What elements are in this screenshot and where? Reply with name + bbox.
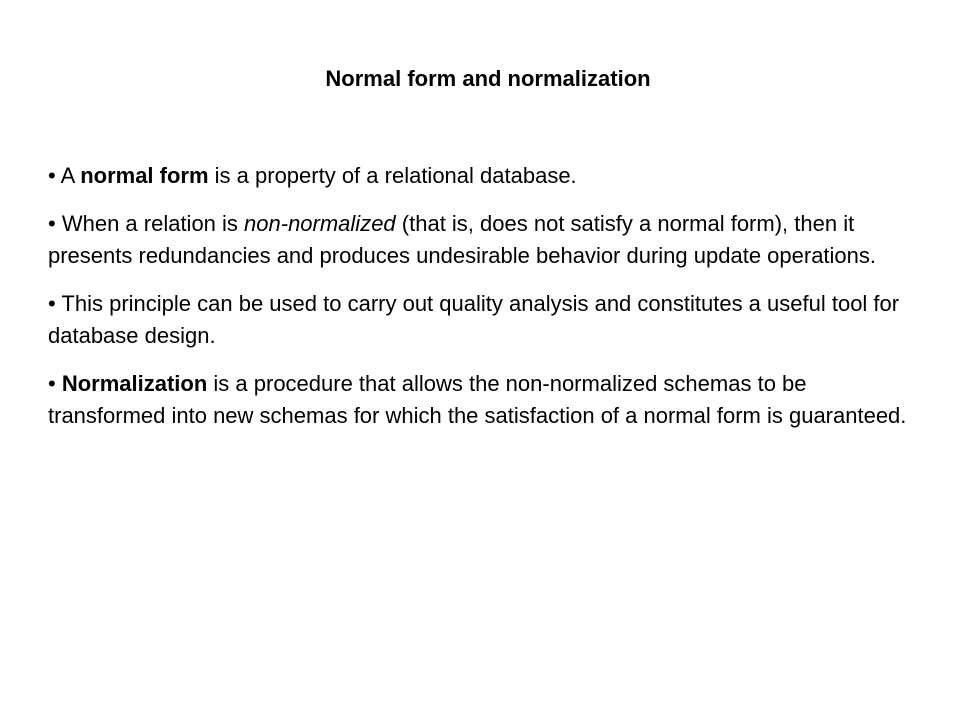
bullet-marker: •: [48, 163, 56, 188]
bullet-marker: •: [48, 291, 56, 316]
term-normal-form: normal form: [80, 163, 209, 188]
slide-title: Normal form and normalization: [325, 66, 651, 91]
bullet-marker: •: [48, 371, 56, 396]
bullet-paragraph-3: [48, 288, 928, 352]
term-normalization: Normalization: [61, 371, 208, 396]
paragraph-text: This principle can be used to carry out quality analysis and constitutes a useful tool for database design.: [48, 291, 900, 348]
slide-body: [48, 160, 928, 448]
bullet-paragraph-1: [48, 160, 928, 192]
bullet-paragraph-4: [48, 368, 928, 432]
bullet-marker: •: [48, 211, 56, 236]
paragraph-text: is a property of a relational database.: [208, 163, 577, 188]
paragraph-text-prefix: When a relation is: [61, 211, 245, 236]
bullet-paragraph-2: [48, 208, 928, 272]
term-non-normalized: non-normalized: [244, 211, 396, 236]
paragraph-text: is a procedure that allows the non-normalized schemas to be transformed into new schemas for which the satisfaction of a normal form is guaranteed.: [48, 371, 907, 428]
paragraph-text: (that is, does not satisfy a normal form), then it presents redundancies and produces undesirable behavior during update operations.: [48, 211, 877, 268]
paragraph-text-prefix: A: [60, 163, 81, 188]
